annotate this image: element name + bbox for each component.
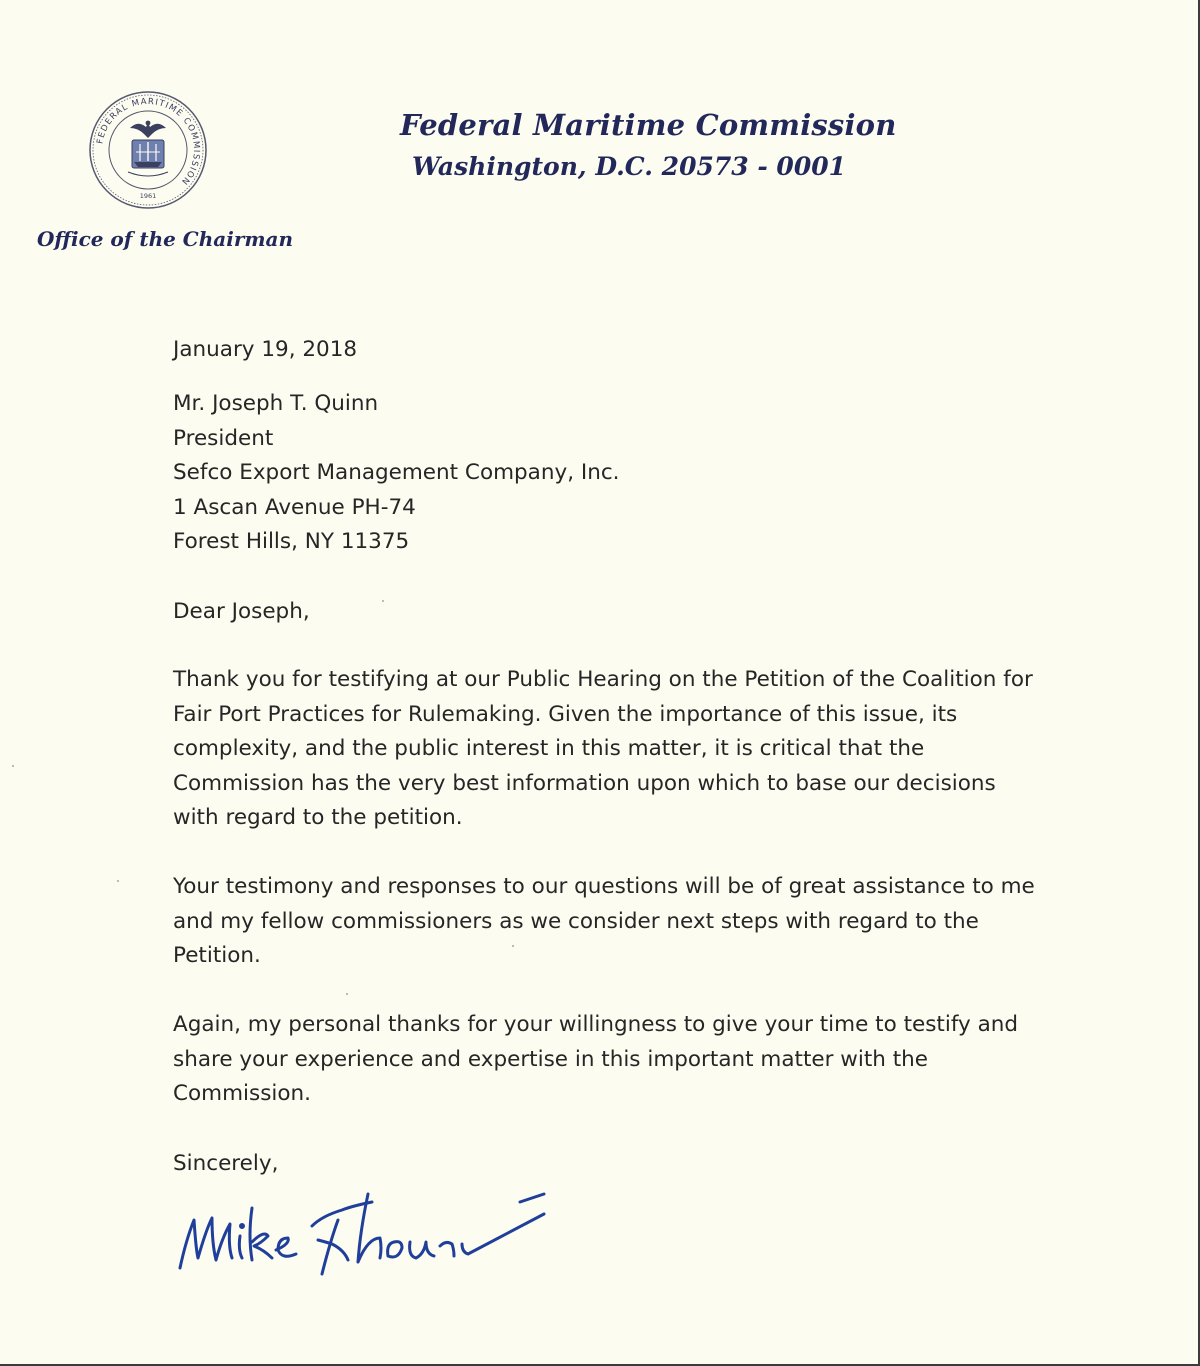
- body-paragraph-1: Thank you for testifying at our Public Hearing on the Petition of the Coalition for Fair Port Practices for Rulemaking. Given the importance of this issue, its complexity, and the public interest in this matter, it is critical that the Commission has the very best information upon which to base our decisions with regard to the petition.: [173, 667, 1033, 831]
- seal-ring-text: FEDERAL MARITIME COMMISSION: [95, 96, 202, 187]
- recipient-name: Mr. Joseph T. Quinn: [173, 391, 379, 416]
- paper-speck: [512, 945, 514, 947]
- handwritten-signature: [172, 1180, 562, 1290]
- organization-address: Washington, D.C. 20573 - 0001: [412, 152, 847, 181]
- salutation: Dear Joseph,: [173, 599, 310, 624]
- body-paragraph-2: Your testimony and responses to our questions will be of great assistance to me and my fellow commissioners as we consider next steps with regard to the Petition.: [173, 874, 1035, 969]
- commission-seal: [88, 90, 208, 210]
- paper-speck: [346, 993, 348, 995]
- letter-date: January 19, 2018: [173, 337, 358, 362]
- closing: Sincerely,: [173, 1151, 279, 1176]
- recipient-title: President: [173, 425, 274, 451]
- seal-year: 1961: [139, 192, 157, 200]
- office-name: Office of the Chairman: [37, 227, 294, 251]
- organization-name: Federal Maritime Commission: [400, 108, 897, 142]
- paper-speck: [382, 600, 384, 602]
- paper-speck: [117, 880, 119, 882]
- recipient-address: [173, 387, 1043, 560]
- recipient-city: Forest Hills, NY 11375: [173, 529, 410, 555]
- body-paragraph-3: Again, my personal thanks for your willingness to give your time to testify and share your experience and expertise in this important matter with the Commission.: [173, 1012, 1019, 1107]
- paper-speck: [12, 765, 14, 767]
- recipient-company: Sefco Export Management Company, Inc.: [173, 460, 620, 486]
- recipient-street: 1 Ascan Avenue PH-74: [173, 494, 416, 520]
